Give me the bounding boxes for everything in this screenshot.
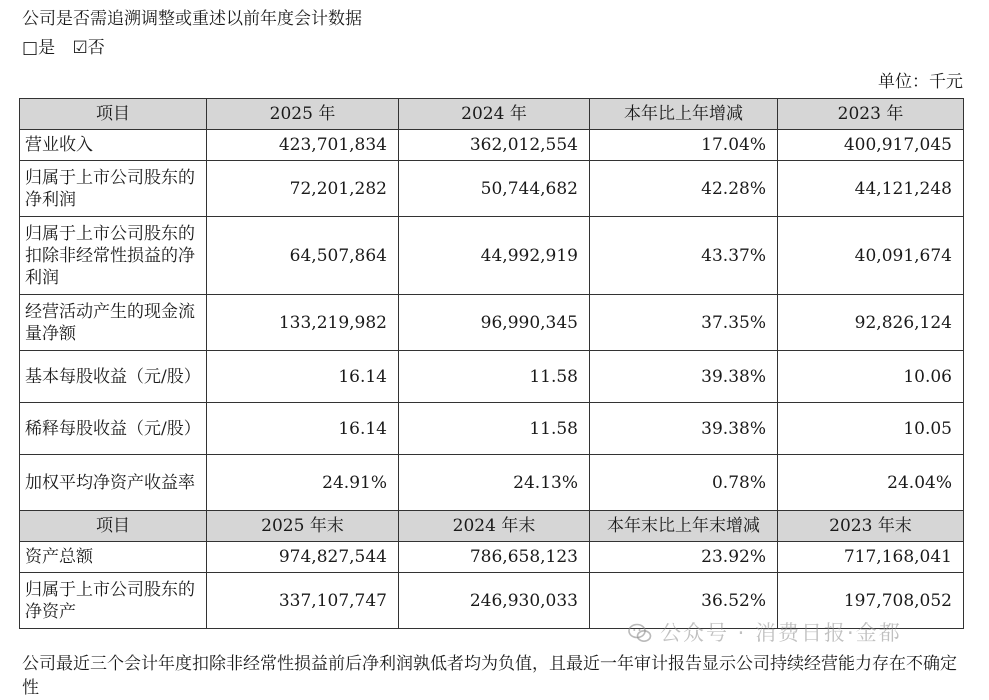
cell-change: 43.37% <box>590 217 778 295</box>
cell-2023: 10.05 <box>778 403 964 455</box>
row-label: 营业收入 <box>20 130 207 161</box>
cell-2025: 133,219,982 <box>207 295 399 351</box>
table-row <box>20 295 964 351</box>
watermark <box>628 617 902 647</box>
row-label: 归属于上市公司股东的净资产 <box>20 573 207 629</box>
unit-label: 单位：千元 <box>878 72 963 92</box>
row-label: 归属于上市公司股东的扣除非经常性损益的净利润 <box>20 217 207 295</box>
cell-change: 37.35% <box>590 295 778 351</box>
header-2025: 2025 年 <box>207 99 399 130</box>
wechat-icon <box>628 621 652 645</box>
header-2023: 2023 年 <box>778 99 964 130</box>
header-2025-end: 2025 年末 <box>207 511 399 542</box>
header-item: 项目 <box>20 511 207 542</box>
row-label: 基本每股收益（元/股） <box>20 351 207 403</box>
row-label: 稀释每股收益（元/股） <box>20 403 207 455</box>
table-row <box>20 130 964 161</box>
option-no[interactable] <box>72 38 104 58</box>
watermark-text: 公众号 · 消费日报·金都 <box>660 621 902 645</box>
cell-2024: 50,744,682 <box>399 161 590 217</box>
cell-2023: 197,708,052 <box>778 573 964 629</box>
cell-2025: 16.14 <box>207 351 399 403</box>
cell-2024: 246,930,033 <box>399 573 590 629</box>
cell-2023: 10.06 <box>778 351 964 403</box>
table-header-row <box>20 99 964 130</box>
header-item: 项目 <box>20 99 207 130</box>
row-label: 资产总额 <box>20 542 207 573</box>
cell-2025: 24.91% <box>207 455 399 511</box>
table-row <box>20 542 964 573</box>
header-2023-end: 2023 年末 <box>778 511 964 542</box>
cell-change: 39.38% <box>590 403 778 455</box>
checkbox-checked-icon: ☑ <box>72 38 88 58</box>
header-change-end: 本年末比上年末增减 <box>590 511 778 542</box>
cell-2024: 362,012,554 <box>399 130 590 161</box>
cell-2025: 72,201,282 <box>207 161 399 217</box>
cell-2023: 24.04% <box>778 455 964 511</box>
cell-2023: 44,121,248 <box>778 161 964 217</box>
header-change: 本年比上年增减 <box>590 99 778 130</box>
table-row <box>20 161 964 217</box>
cell-2024: 786,658,123 <box>399 542 590 573</box>
cell-change: 17.04% <box>590 130 778 161</box>
cell-2024: 44,992,919 <box>399 217 590 295</box>
row-label: 经营活动产生的现金流量净额 <box>20 295 207 351</box>
financial-data-table <box>19 98 964 629</box>
table-header-row <box>20 511 964 542</box>
cell-2025: 64,507,864 <box>207 217 399 295</box>
cell-2023: 40,091,674 <box>778 217 964 295</box>
table-row <box>20 403 964 455</box>
cell-change: 36.52% <box>590 573 778 629</box>
question-text: 公司是否需追溯调整或重述以前年度会计数据 <box>22 9 362 29</box>
table-row <box>20 217 964 295</box>
cell-2024: 24.13% <box>399 455 590 511</box>
option-yes[interactable] <box>22 38 55 58</box>
cell-2025: 423,701,834 <box>207 130 399 161</box>
cell-change: 23.92% <box>590 542 778 573</box>
header-2024: 2024 年 <box>399 99 590 130</box>
table-row <box>20 455 964 511</box>
cell-2023: 400,917,045 <box>778 130 964 161</box>
cell-change: 39.38% <box>590 351 778 403</box>
option-group <box>22 37 105 59</box>
cell-2025: 337,107,747 <box>207 573 399 629</box>
cell-2024: 96,990,345 <box>399 295 590 351</box>
cell-2024: 11.58 <box>399 351 590 403</box>
table-row <box>20 351 964 403</box>
cell-change: 0.78% <box>590 455 778 511</box>
header-2024-end: 2024 年末 <box>399 511 590 542</box>
cell-2023: 92,826,124 <box>778 295 964 351</box>
checkbox-unchecked-icon: □ <box>22 38 39 58</box>
cell-2023: 717,168,041 <box>778 542 964 573</box>
cell-2024: 11.58 <box>399 403 590 455</box>
option-no-label: 否 <box>87 38 105 58</box>
option-yes-label: 是 <box>38 38 56 58</box>
row-label: 归属于上市公司股东的净利润 <box>20 161 207 217</box>
cell-2025: 16.14 <box>207 403 399 455</box>
row-label: 加权平均净资产收益率 <box>20 455 207 511</box>
cell-change: 42.28% <box>590 161 778 217</box>
footnote-text: 公司最近三个会计年度扣除非经常性损益前后净利润孰低者均为负值，且最近一年审计报告显示公司持续经营能力存在不确定性 <box>22 654 957 698</box>
cell-2025: 974,827,544 <box>207 542 399 573</box>
